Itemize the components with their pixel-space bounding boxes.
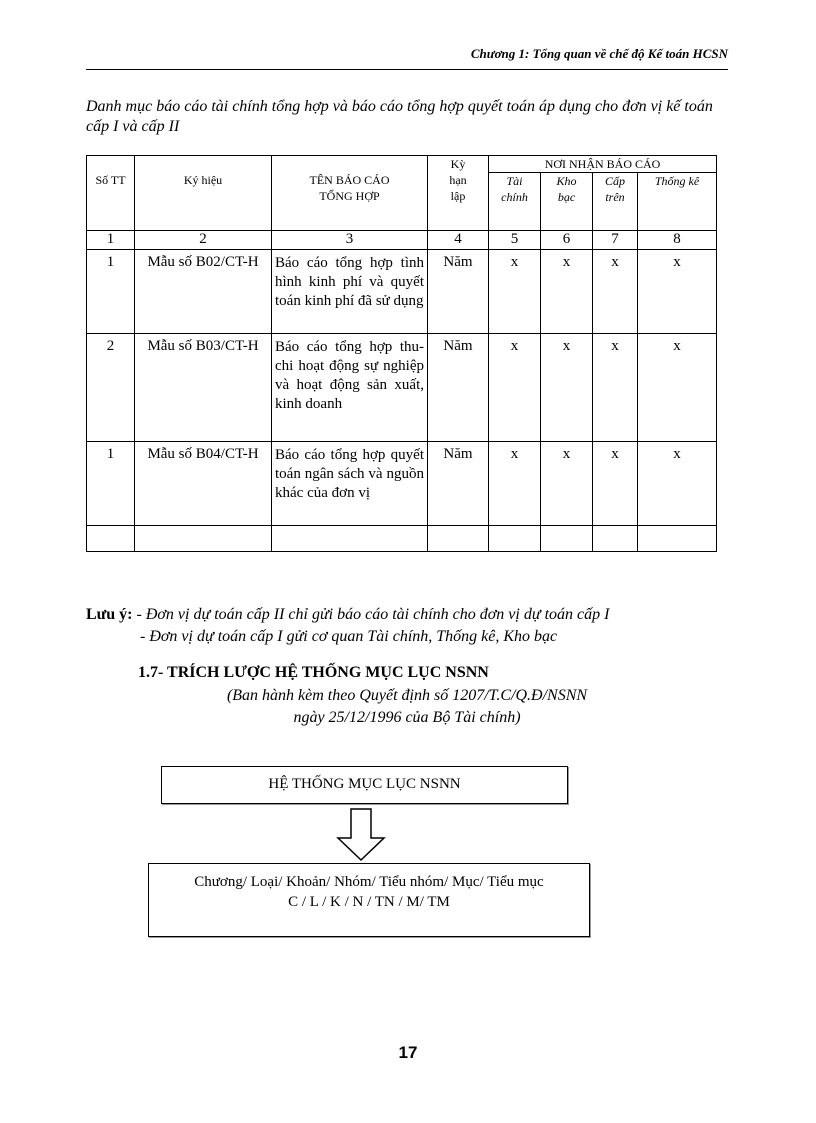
- table-row: [87, 334, 717, 442]
- row-kho-bac: x: [541, 334, 593, 442]
- header-tai-chinh: Tài chính: [489, 173, 541, 231]
- section-subtitle-2: ngày 25/12/1996 của Bộ Tài chính): [293, 709, 521, 726]
- row-thong-ke: x: [638, 442, 717, 526]
- row-ky-han: Năm: [428, 334, 489, 442]
- column-number: 2: [135, 231, 272, 250]
- row-tai-chinh: x: [489, 250, 541, 334]
- row-ky-han: Năm: [428, 250, 489, 334]
- row-kho-bac: x: [541, 250, 593, 334]
- classification-line-1: Chương/ Loại/ Khoản/ Nhóm/ Tiểu nhóm/ Mục/ Tiểu mục: [194, 874, 544, 890]
- row-stt: 1: [87, 442, 135, 526]
- header-ten-bao-cao: TÊN BÁO CÁO TỔNG HỢP: [272, 156, 428, 231]
- row-cap-tren: x: [593, 442, 638, 526]
- reports-table: [86, 155, 717, 552]
- column-number: 3: [272, 231, 428, 250]
- header-cap-tren: Cấp trên: [593, 173, 638, 231]
- column-number: 4: [428, 231, 489, 250]
- column-number: 6: [541, 231, 593, 250]
- column-number: 7: [593, 231, 638, 250]
- classification-box: [148, 863, 590, 937]
- header-kho-bac: Kho bạc: [541, 173, 593, 231]
- section-title: 1.7- TRÍCH LƯỢC HỆ THỐNG MỤC LỤC NSNN: [138, 664, 489, 681]
- header-noi-nhan: NƠI NHẬN BÁO CÁO: [489, 156, 717, 173]
- row-ky-hieu: Mẫu số B02/CT-H: [135, 250, 272, 334]
- table-row: [87, 250, 717, 334]
- header-so-tt: Số TT: [87, 156, 135, 231]
- empty-row: [87, 526, 717, 552]
- system-box: HỆ THỐNG MỤC LỤC NSNN: [161, 766, 568, 804]
- section-subtitle-1: (Ban hành kèm theo Quyết định số 1207/T.C/Q.Đ/NSNN: [226, 687, 588, 704]
- note-line-1: - Đơn vị dự toán cấp II chỉ gửi báo cáo tài chính cho đơn vị dự toán cấp I: [132, 606, 610, 623]
- header-ky-han-lap: Kỳ hạn lập: [428, 156, 489, 231]
- table-row: [87, 442, 717, 526]
- chapter-header: Chương 1: Tổng quan về chế độ Kế toán HCSN: [470, 46, 728, 61]
- row-ten-bao-cao: Báo cáo tổng hợp thu- chi hoạt động sự nghiệp và hoạt động sản xuất, kinh doanh: [272, 334, 428, 442]
- row-cap-tren: x: [593, 334, 638, 442]
- classification-line-2: C / L / K / N / TN / M/ TM: [288, 894, 450, 910]
- row-cap-tren: x: [593, 250, 638, 334]
- row-thong-ke: x: [638, 250, 717, 334]
- row-thong-ke: x: [638, 334, 717, 442]
- row-ky-han: Năm: [428, 442, 489, 526]
- intro-text: Danh mục báo cáo tài chính tổng hợp và báo cáo tổng hợp quyết toán áp dụng cho đơn vị kế toán cấp I và cấp II: [86, 98, 713, 135]
- row-tai-chinh: x: [489, 442, 541, 526]
- row-stt: 1: [87, 250, 135, 334]
- row-ten-bao-cao: Báo cáo tổng hợp tình hình kinh phí và quyết toán kinh phí đã sử dụng: [272, 250, 428, 334]
- row-stt: 2: [87, 334, 135, 442]
- row-ten-bao-cao: Báo cáo tổng hợp quyết toán ngân sách và nguồn khác của đơn vị: [272, 442, 428, 526]
- row-ky-hieu: Mẫu số B04/CT-H: [135, 442, 272, 526]
- note-block: [86, 604, 746, 648]
- column-number: 5: [489, 231, 541, 250]
- note-line-2: - Đơn vị dự toán cấp I gửi cơ quan Tài chính, Thống kê, Kho bạc: [140, 628, 558, 645]
- note-label: Lưu ý:: [86, 606, 133, 623]
- header-ky-hieu: Ký hiệu: [135, 156, 272, 231]
- row-ky-hieu: Mẫu số B03/CT-H: [135, 334, 272, 442]
- row-tai-chinh: x: [489, 334, 541, 442]
- header-thong-ke: Thống kê: [638, 173, 717, 231]
- row-kho-bac: x: [541, 442, 593, 526]
- column-number: 1: [87, 231, 135, 250]
- page-number: 17: [398, 1043, 418, 1062]
- header-rule: [86, 69, 728, 70]
- column-number: 8: [638, 231, 717, 250]
- down-arrow-icon: [331, 808, 391, 862]
